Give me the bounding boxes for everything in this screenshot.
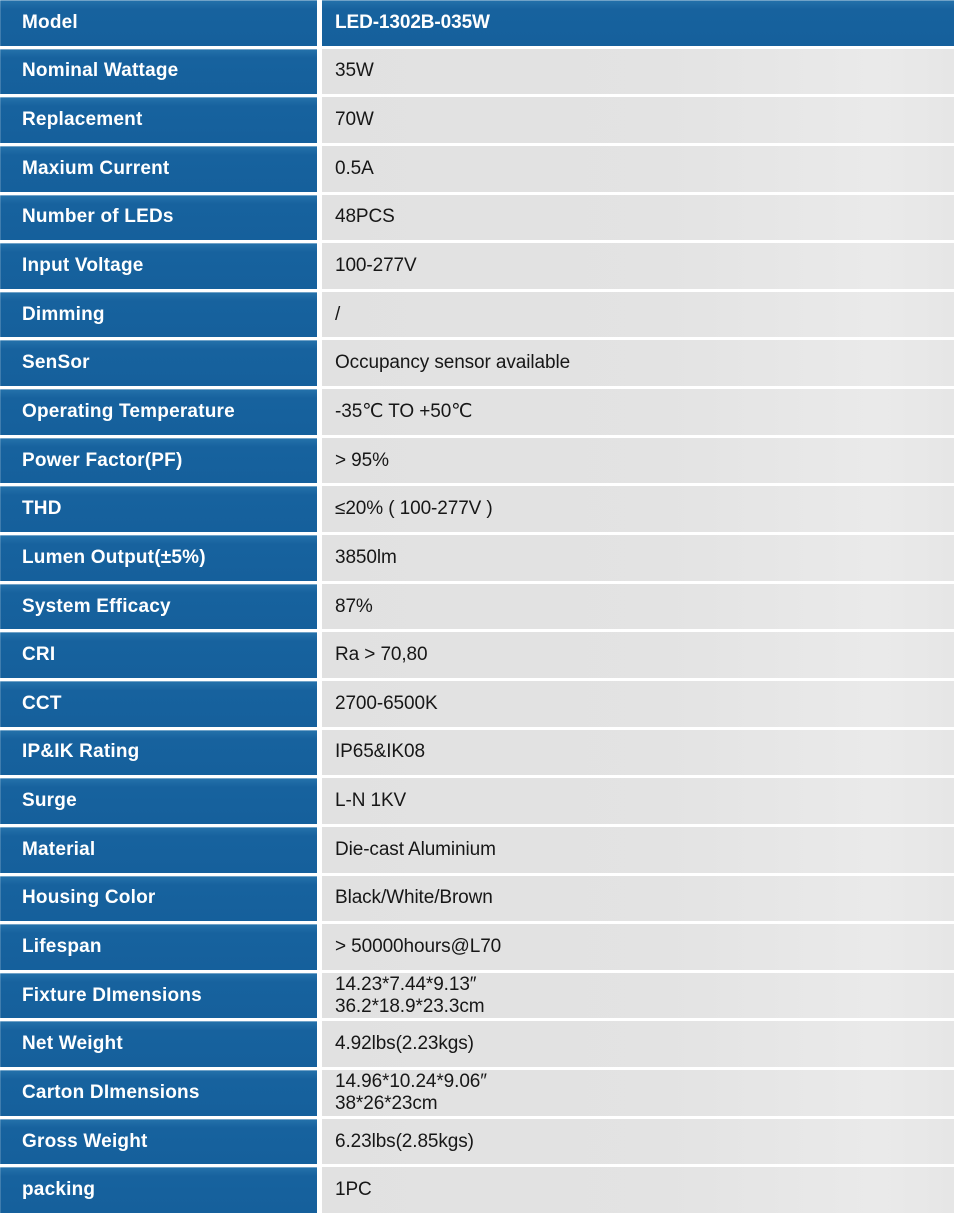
spec-value-text: / <box>335 303 341 325</box>
spec-value <box>322 292 954 338</box>
spec-label-text: Maxium Current <box>22 157 170 179</box>
spec-value-text: 48PCS <box>335 206 395 228</box>
spec-row <box>0 486 954 532</box>
spec-label-text: System Efficacy <box>22 595 171 617</box>
spec-label <box>0 632 317 678</box>
spec-label-text: Lumen Output(±5%) <box>22 546 206 568</box>
spec-value <box>322 778 954 824</box>
spec-value-text: Die-cast Aluminium <box>335 838 496 860</box>
spec-row <box>0 195 954 241</box>
spec-value-text: L-N 1KV <box>335 790 407 812</box>
spec-value <box>322 97 954 143</box>
spec-value <box>322 1021 954 1067</box>
spec-value <box>322 389 954 435</box>
spec-label-text: Fixture DImensions <box>22 984 202 1006</box>
spec-label-text: Operating Temperature <box>22 400 235 422</box>
spec-value-text: 14.23*7.44*9.13″ <box>335 973 477 995</box>
spec-value-text: > 95% <box>335 449 389 471</box>
spec-row <box>0 681 954 727</box>
spec-value <box>322 973 954 1019</box>
spec-value-text: 4.92lbs(2.23kgs) <box>335 1033 474 1055</box>
spec-row <box>0 584 954 630</box>
spec-row <box>0 1119 954 1165</box>
spec-label <box>0 292 317 338</box>
spec-label <box>0 1070 317 1116</box>
spec-label-text: packing <box>22 1179 96 1201</box>
spec-row <box>0 973 954 1019</box>
spec-label <box>0 1021 317 1067</box>
spec-label <box>0 973 317 1019</box>
spec-row <box>0 438 954 484</box>
spec-value-text: LED-1302B-035W <box>335 11 490 33</box>
spec-value <box>322 827 954 873</box>
spec-label-text: Nominal Wattage <box>22 60 179 82</box>
spec-value <box>322 1167 954 1213</box>
spec-label-text: THD <box>22 498 62 520</box>
spec-value <box>322 438 954 484</box>
spec-row <box>0 97 954 143</box>
spec-value-text: -35℃ TO +50℃ <box>335 400 473 422</box>
spec-value-text: 1PC <box>335 1179 372 1201</box>
spec-label-text: Net Weight <box>22 1033 123 1055</box>
spec-row <box>0 1167 954 1213</box>
spec-row <box>0 730 954 776</box>
spec-value <box>322 49 954 95</box>
spec-value-text: 100-277V <box>335 255 417 277</box>
spec-row <box>0 1070 954 1116</box>
spec-label <box>0 486 317 532</box>
spec-value <box>322 632 954 678</box>
spec-label <box>0 195 317 241</box>
spec-label <box>0 876 317 922</box>
spec-value <box>322 535 954 581</box>
spec-label-text: CCT <box>22 692 62 714</box>
spec-label-text: CRI <box>22 644 56 666</box>
spec-value-text: 2700-6500K <box>335 692 438 714</box>
spec-value-text: Occupancy sensor available <box>335 352 571 374</box>
spec-label <box>0 827 317 873</box>
spec-label-text: Dimming <box>22 303 105 325</box>
spec-value <box>322 730 954 776</box>
spec-row <box>0 292 954 338</box>
spec-label-text: Input Voltage <box>22 255 144 277</box>
spec-value-text: 14.96*10.24*9.06″ <box>335 1070 487 1092</box>
spec-value <box>322 195 954 241</box>
spec-value-text: > 50000hours@L70 <box>335 935 502 957</box>
spec-label-text: SenSor <box>22 352 90 374</box>
spec-label <box>0 584 317 630</box>
spec-value <box>322 876 954 922</box>
spec-label-text: Carton DImensions <box>22 1081 200 1103</box>
spec-label <box>0 438 317 484</box>
spec-row <box>0 924 954 970</box>
spec-value <box>322 0 954 46</box>
spec-label <box>0 924 317 970</box>
spec-value <box>322 924 954 970</box>
spec-value-text: 0.5A <box>335 157 374 179</box>
spec-value <box>322 1070 954 1116</box>
spec-label <box>0 681 317 727</box>
spec-label <box>0 778 317 824</box>
spec-value <box>322 584 954 630</box>
spec-value-text-line2: 38*26*23cm <box>335 1092 438 1114</box>
spec-row <box>0 389 954 435</box>
spec-value <box>322 681 954 727</box>
spec-value-text: IP65&IK08 <box>335 741 425 763</box>
spec-row <box>0 49 954 95</box>
spec-label <box>0 146 317 192</box>
spec-value <box>322 340 954 386</box>
spec-label-text: Number of LEDs <box>22 206 174 228</box>
spec-row-model <box>0 0 954 46</box>
spec-label-text: Material <box>22 838 96 860</box>
spec-value-text: Black/White/Brown <box>335 887 493 909</box>
spec-value <box>322 146 954 192</box>
spec-label <box>0 97 317 143</box>
spec-value <box>322 486 954 532</box>
spec-value <box>322 1119 954 1165</box>
spec-label <box>0 49 317 95</box>
spec-value-text: 70W <box>335 109 374 131</box>
spec-label <box>0 243 317 289</box>
spec-label <box>0 535 317 581</box>
spec-value-text: 87% <box>335 595 373 617</box>
spec-label <box>0 340 317 386</box>
spec-label <box>0 0 317 46</box>
spec-label-text: Housing Color <box>22 887 156 909</box>
spec-row <box>0 1021 954 1067</box>
spec-label-text: Replacement <box>22 109 143 131</box>
spec-row <box>0 632 954 678</box>
spec-value-text: Ra > 70,80 <box>335 644 428 666</box>
spec-label-text: IP&IK Rating <box>22 741 140 763</box>
spec-label-text: Model <box>22 11 78 33</box>
spec-value-text: 3850lm <box>335 546 397 568</box>
spec-label-text: Gross Weight <box>22 1130 148 1152</box>
spec-value <box>322 243 954 289</box>
spec-row <box>0 340 954 386</box>
spec-row <box>0 243 954 289</box>
spec-value-text: ≤20% ( 100-277V ) <box>335 498 493 520</box>
spec-label <box>0 730 317 776</box>
spec-label-text: Power Factor(PF) <box>22 449 183 471</box>
spec-label-text: Surge <box>22 790 77 812</box>
spec-label <box>0 1119 317 1165</box>
spec-row <box>0 535 954 581</box>
spec-value-text: 6.23lbs(2.85kgs) <box>335 1130 474 1152</box>
spec-row <box>0 876 954 922</box>
spec-label <box>0 1167 317 1213</box>
spec-row <box>0 146 954 192</box>
spec-label-text: Lifespan <box>22 935 102 957</box>
spec-label <box>0 389 317 435</box>
spec-value-text: 35W <box>335 60 374 82</box>
spec-value-text-line2: 36.2*18.9*23.3cm <box>335 995 485 1017</box>
spec-row <box>0 778 954 824</box>
spec-row <box>0 827 954 873</box>
